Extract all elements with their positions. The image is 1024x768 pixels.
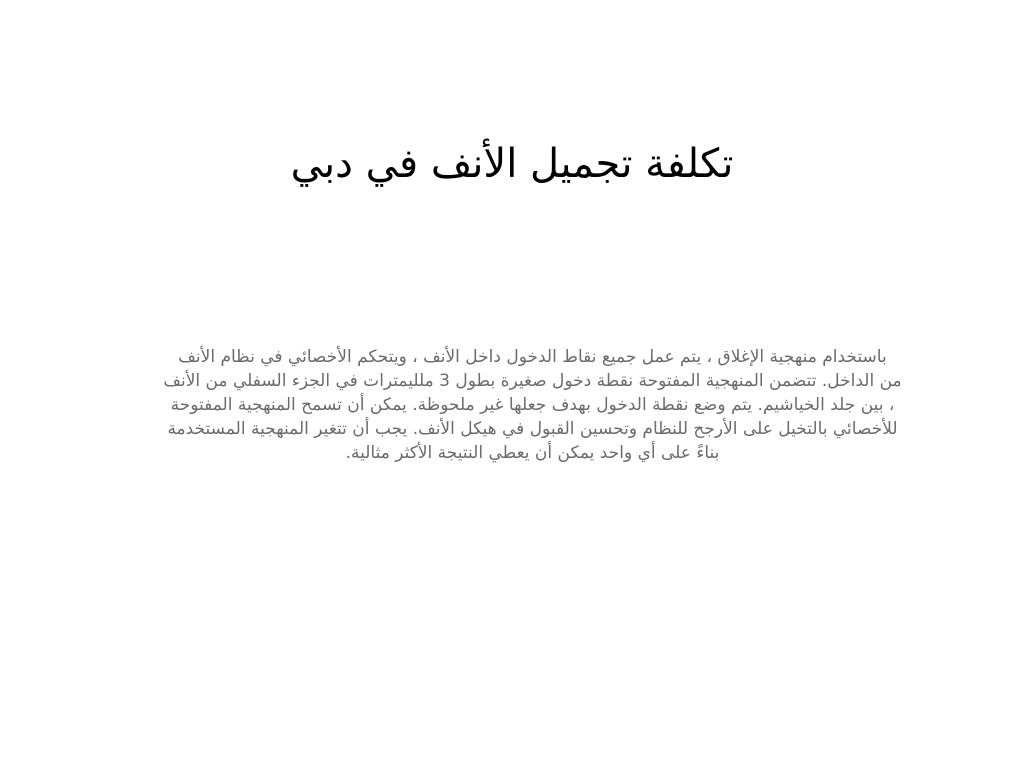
body-line: بناءً على أي واحد يمكن أن يعطي النتيجة الأكثر مثالية. — [345, 443, 720, 463]
slide-body — [125, 345, 940, 465]
body-line: باستخدام منهجية الإغلاق ، يتم عمل جميع نقاط الدخول داخل الأنف ، ويتحكم الأخصائي في نظام الأنف — [178, 347, 887, 367]
body-line: من الداخل. تتضمن المنهجية المفتوحة نقطة دخول صغيرة بطول 3 ملليمترات في الجزء السفلي من الأنف — [163, 371, 902, 391]
body-line: للأخصائي بالتخيل على الأرجح للنظام وتحسين القبول في هيكل الأنف. يجب أن تتغير المنهجية المستخدمة — [167, 419, 898, 439]
body-line: ، بين جلد الخياشيم. يتم وضع نقطة الدخول بهدف جعلها غير ملحوظة. يمكن أن تسمح المنهجية المفتوحة — [170, 395, 895, 415]
slide-title: تكلفة تجميل الأنف في دبي — [290, 141, 734, 187]
